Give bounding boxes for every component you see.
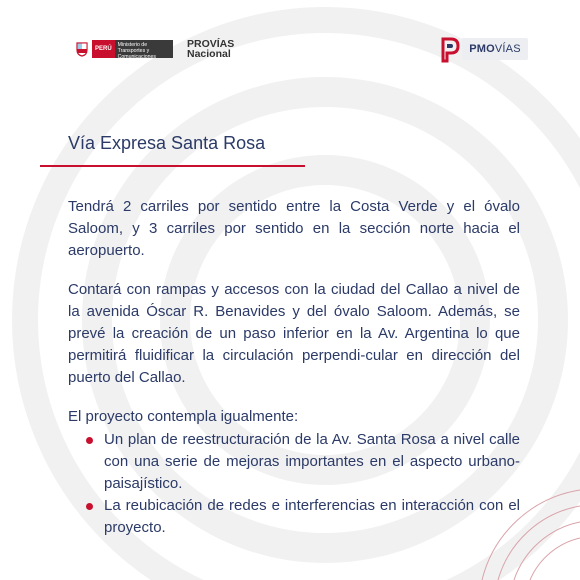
bullet-dot-icon — [86, 437, 93, 444]
body-content — [68, 196, 520, 539]
pmo-vias-logo — [438, 36, 530, 64]
pmo-wordmark-thin: VÍAS — [494, 43, 521, 55]
bullet-text: Un plan de reestructuración de la Av. Santa Rosa a nivel calle con una serie de mejoras importantes en el aspecto urbano-paisajístico. — [104, 431, 520, 492]
provias-logo — [187, 39, 234, 59]
page-title: Vía Expresa Santa Rosa — [68, 133, 266, 153]
bullet-text: La reubicación de redes e interferencias en interacción con el proyecto. — [104, 497, 520, 536]
title-divider — [40, 165, 305, 167]
government-logo — [74, 40, 173, 58]
paragraph-lanes: Tendrá 2 carriles por sentido entre la Costa Verde y el óvalo Saloom, y 3 carriles por sentido en la sección norte hacia el aeropuerto. — [68, 198, 520, 259]
bullet-dot-icon — [86, 503, 93, 510]
coat-of-arms-icon — [74, 40, 90, 58]
provias-line1: PROVÍAS — [187, 38, 235, 50]
paragraph-ramps: Contará con rampas y accesos con la ciudad del Callao a nivel de la avenida Óscar R. Benavides y del óvalo Saloom. Además, se prevé la creación de un paso inferior en la Av. Argentina lo que permitirá fluidificar la circulación perpendi-cular en dirección del puerto del Callao. — [68, 281, 520, 386]
provias-line2: Nacional — [187, 48, 231, 60]
pmo-wordmark-bold: PMO — [469, 43, 495, 55]
list-intro: El proyecto contempla igualmente: — [68, 408, 299, 425]
bullet-list — [68, 429, 520, 539]
pmo-mark-icon — [440, 36, 462, 64]
peru-label: PERÚ — [92, 40, 115, 58]
header — [0, 36, 580, 68]
list-item — [68, 429, 520, 495]
list-item — [68, 495, 520, 539]
pmo-vias-wordmark — [462, 38, 528, 60]
ministry-label: Ministerio de Transportes y Comunicaciones — [115, 40, 173, 58]
